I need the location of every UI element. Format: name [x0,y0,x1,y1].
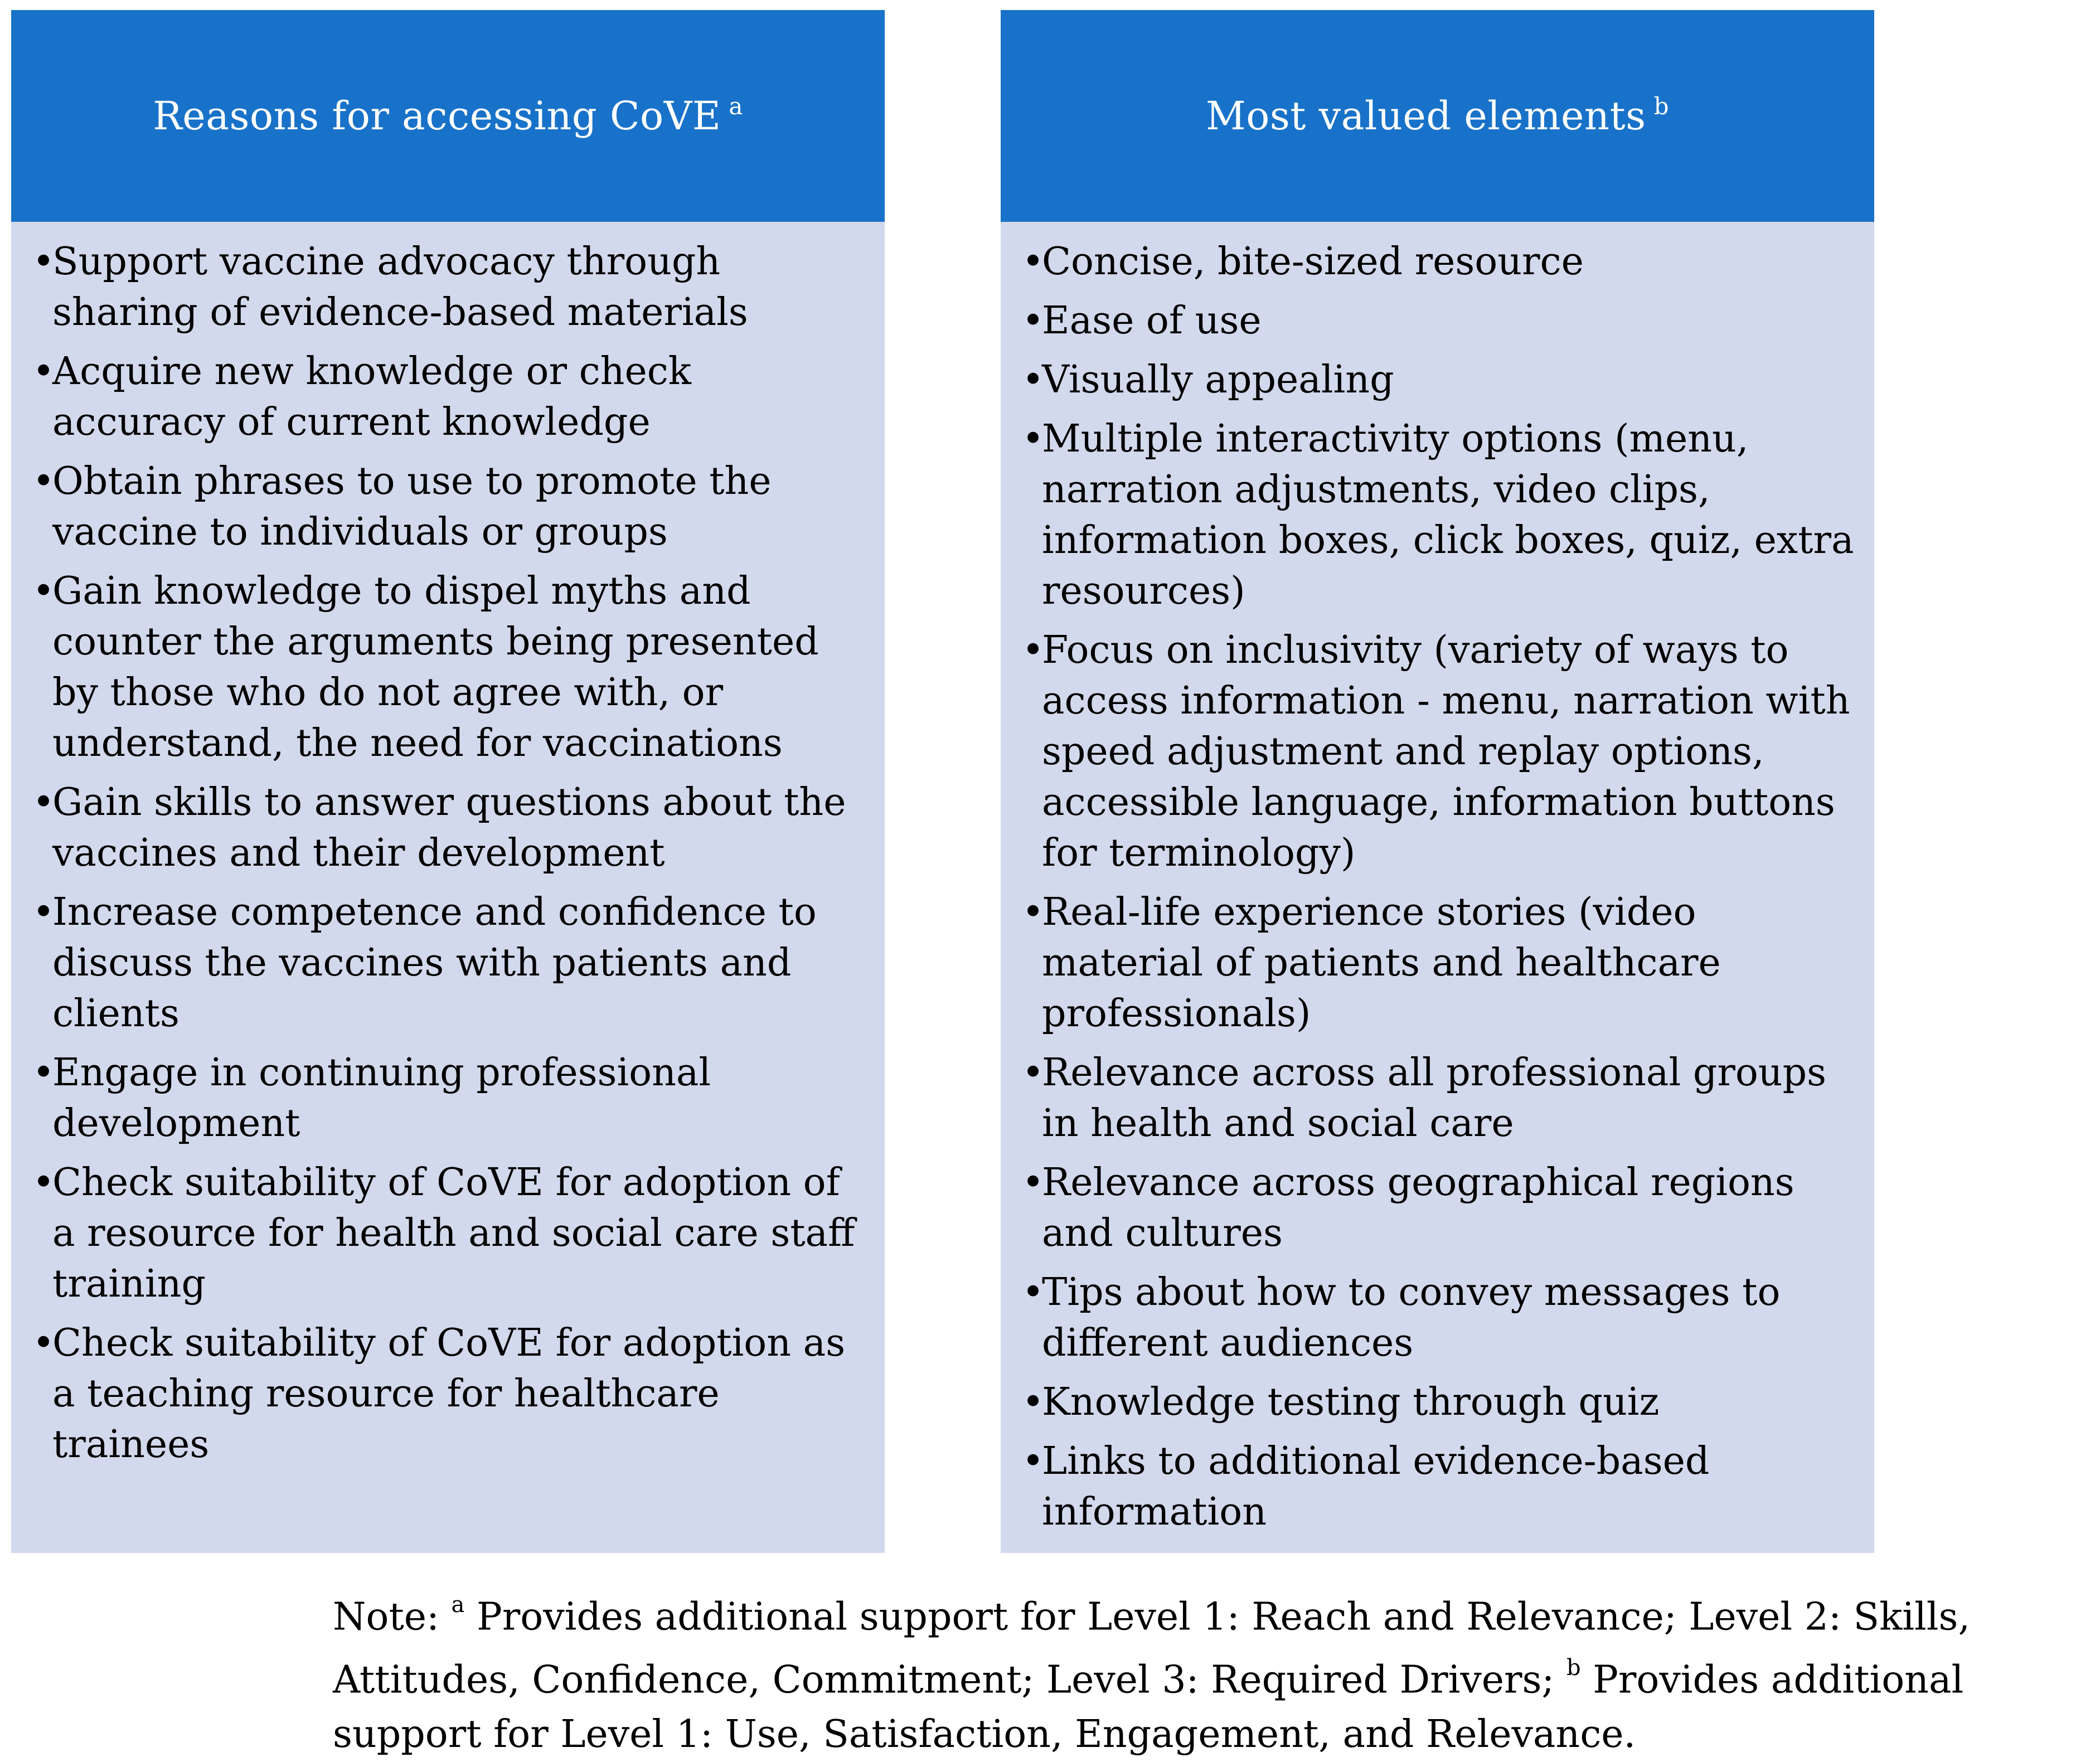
list-item [1022,414,1857,617]
reasons-title-footnote-marker: a [729,92,743,120]
reasons-panel-title: Reasons for accessing CoVE [153,93,721,139]
note-marker-a: a [451,1592,465,1618]
list-item-text: Acquire new knowledge or check accuracy of current knowledge [52,350,692,444]
bullet-icon: • [1022,628,1045,672]
valued-elements-title-footnote-marker: b [1653,92,1669,120]
bullet-icon: • [32,240,55,284]
reasons-panel-header [11,10,885,222]
list-item [32,456,868,557]
valued-elements-list [1022,236,1857,1537]
list-item-text: Support vaccine advocacy through sharing of evidence-based materials [52,240,748,334]
list-item-text: Real-life experience stories (video material of patients and healthcare professionals) [1042,890,1721,1036]
list-item [32,566,868,769]
list-item [1022,1436,1857,1537]
list-item-text: Focus on inclusivity (variety of ways to access information - menu, narration with speed adjustment and replay options, accessible language, information buttons for terminology) [1042,628,1850,875]
reasons-panel [11,10,885,1553]
list-item-text: Gain knowledge to dispel myths and counter the arguments being presented by those who do not agree with, or understand, the need for vaccinations [52,569,819,765]
list-item [1022,236,1857,287]
list-item [1022,1047,1857,1149]
valued-elements-panel-body [1001,222,1874,1553]
note-prefix: Note: [333,1595,439,1639]
bullet-icon: • [1022,1051,1045,1095]
list-item [1022,887,1857,1039]
list-item-text: Ease of use [1042,299,1262,343]
bullet-icon: • [32,1051,55,1095]
valued-elements-panel [1001,10,1874,1553]
bullet-icon: • [1022,1270,1045,1314]
list-item [1022,1157,1857,1259]
reasons-panel-body [11,222,885,1553]
bullet-icon: • [32,459,55,503]
list-item-text: Relevance across all professional groups in health and social care [1042,1051,1827,1145]
bullet-icon: • [1022,1380,1045,1424]
bullet-icon: • [1022,417,1045,461]
list-item [32,346,868,448]
bullet-icon: • [1022,890,1045,934]
valued-elements-panel-title: Most valued elements [1206,93,1646,139]
list-item [32,777,868,878]
list-item-text: Multiple interactivity options (menu, narration adjustments, video clips, information boxes, click boxes, quiz, extra resources) [1042,417,1854,613]
bullet-icon: • [1022,299,1045,343]
list-item-text: Increase competence and confidence to discuss the vaccines with patients and clients [52,890,817,1036]
bullet-icon: • [32,1321,55,1365]
list-item-text: Visually appealing [1042,358,1394,402]
list-item-text: Engage in continuing professional development [52,1051,711,1145]
list-item [32,236,868,338]
bullet-icon: • [1022,240,1045,284]
bullet-icon: • [1022,1161,1045,1205]
list-item-text: Check suitability of CoVE for adoption as a teaching resource for healthcare trainees [52,1321,846,1467]
list-item-text: Gain skills to answer questions about the vaccines and their development [52,780,846,875]
list-item [1022,1377,1857,1428]
list-item [32,887,868,1039]
list-item-text: Knowledge testing through quiz [1042,1380,1660,1424]
note-text-b: Provides additional support for Level 1: Use, Satisfaction, Engagement, and Relevance. [333,1658,1964,1757]
valued-elements-panel-header [1001,10,1874,222]
list-item-text: Check suitability of CoVE for adoption of a resource for health and social care staff training [52,1161,855,1306]
list-item-text: Concise, bite-sized resource [1042,240,1584,284]
list-item [32,1157,868,1309]
list-item-text: Tips about how to convey messages to different audiences [1042,1270,1781,1365]
reasons-list [32,236,868,1470]
bullet-icon: • [1022,1439,1045,1483]
list-item [1022,355,1857,405]
bullet-icon: • [32,569,55,613]
bullet-icon: • [32,350,55,394]
list-item [32,1047,868,1149]
list-item [1022,1267,1857,1368]
list-item-text: Relevance across geographical regions and cultures [1042,1161,1795,1255]
footnote [333,1582,2100,1762]
bullet-icon: • [32,780,55,824]
bullet-icon: • [32,890,55,934]
note-text-a: Provides additional support for Level 1: Reach and Relevance; Level 2: Skills, Attitudes, Confidence, Commitment; Level 3: Required Drivers; [333,1595,1971,1702]
list-item-text: Obtain phrases to use to promote the vaccine to individuals or groups [52,459,772,554]
list-item [1022,625,1857,878]
note-marker-b: b [1566,1654,1581,1681]
bullet-icon: • [32,1161,55,1205]
bullet-icon: • [1022,358,1045,402]
list-item-text: Links to additional evidence-based information [1042,1439,1710,1534]
list-item [1022,295,1857,346]
list-item [32,1318,868,1470]
